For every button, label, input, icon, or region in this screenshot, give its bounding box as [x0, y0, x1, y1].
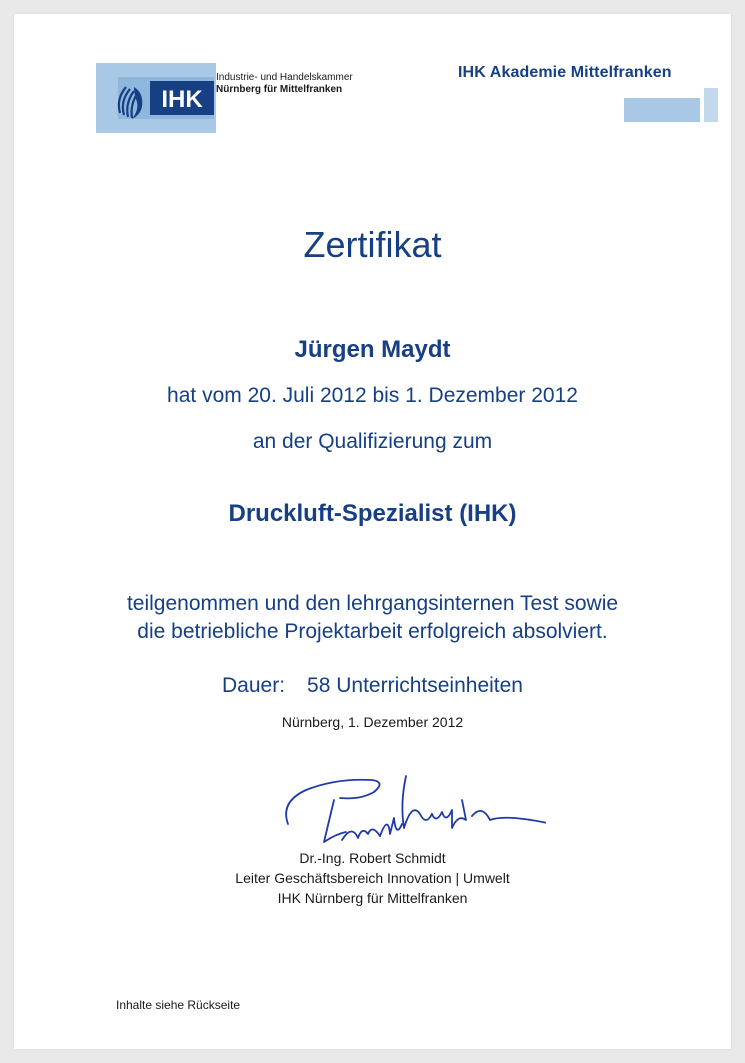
course-name: Druckluft-Spezialist (IHK) — [228, 500, 517, 527]
duration-value: 58 Unterrichtseinheiten — [307, 674, 523, 697]
signatory-organization: IHK Nürnberg für Mittelfranken — [277, 890, 468, 906]
certificate-page — [14, 14, 731, 1049]
ihk-logo-text: IHK — [161, 86, 203, 113]
akademie-logo-bar-icon — [624, 88, 718, 122]
chamber-line-1: Industrie- und Handelskammer — [216, 72, 353, 83]
recipient-name: Jürgen Maydt — [294, 336, 451, 363]
participation-text: an der Qualifizierung zum — [252, 430, 493, 453]
akademie-title: IHK Akademie Mittelfranken — [458, 64, 672, 81]
duration-label: Dauer: — [222, 674, 286, 697]
duration — [14, 674, 731, 698]
description-line-2: die betriebliche Projektarbeit erfolgreich absolviert. — [137, 620, 608, 643]
signature-icon — [276, 754, 546, 854]
ihk-logo-icon — [96, 63, 216, 133]
place-date: Nürnberg, 1. Dezember 2012 — [281, 714, 464, 730]
footer-note: Inhalte siehe Rückseite — [116, 998, 241, 1012]
signatory-name: Dr.-Ing. Robert Schmidt — [299, 850, 446, 866]
chamber-line-2: Nürnberg für Mittelfranken — [216, 84, 343, 95]
description-line-1: teilgenommen und den lehrgangsinternen Test sowie — [126, 592, 619, 615]
signatory-role: Leiter Geschäftsbereich Innovation | Umwelt — [235, 870, 510, 886]
chamber-name — [216, 72, 353, 96]
certificate-title: Zertifikat — [303, 224, 442, 265]
course-period: hat vom 20. Juli 2012 bis 1. Dezember 2012 — [167, 384, 578, 407]
